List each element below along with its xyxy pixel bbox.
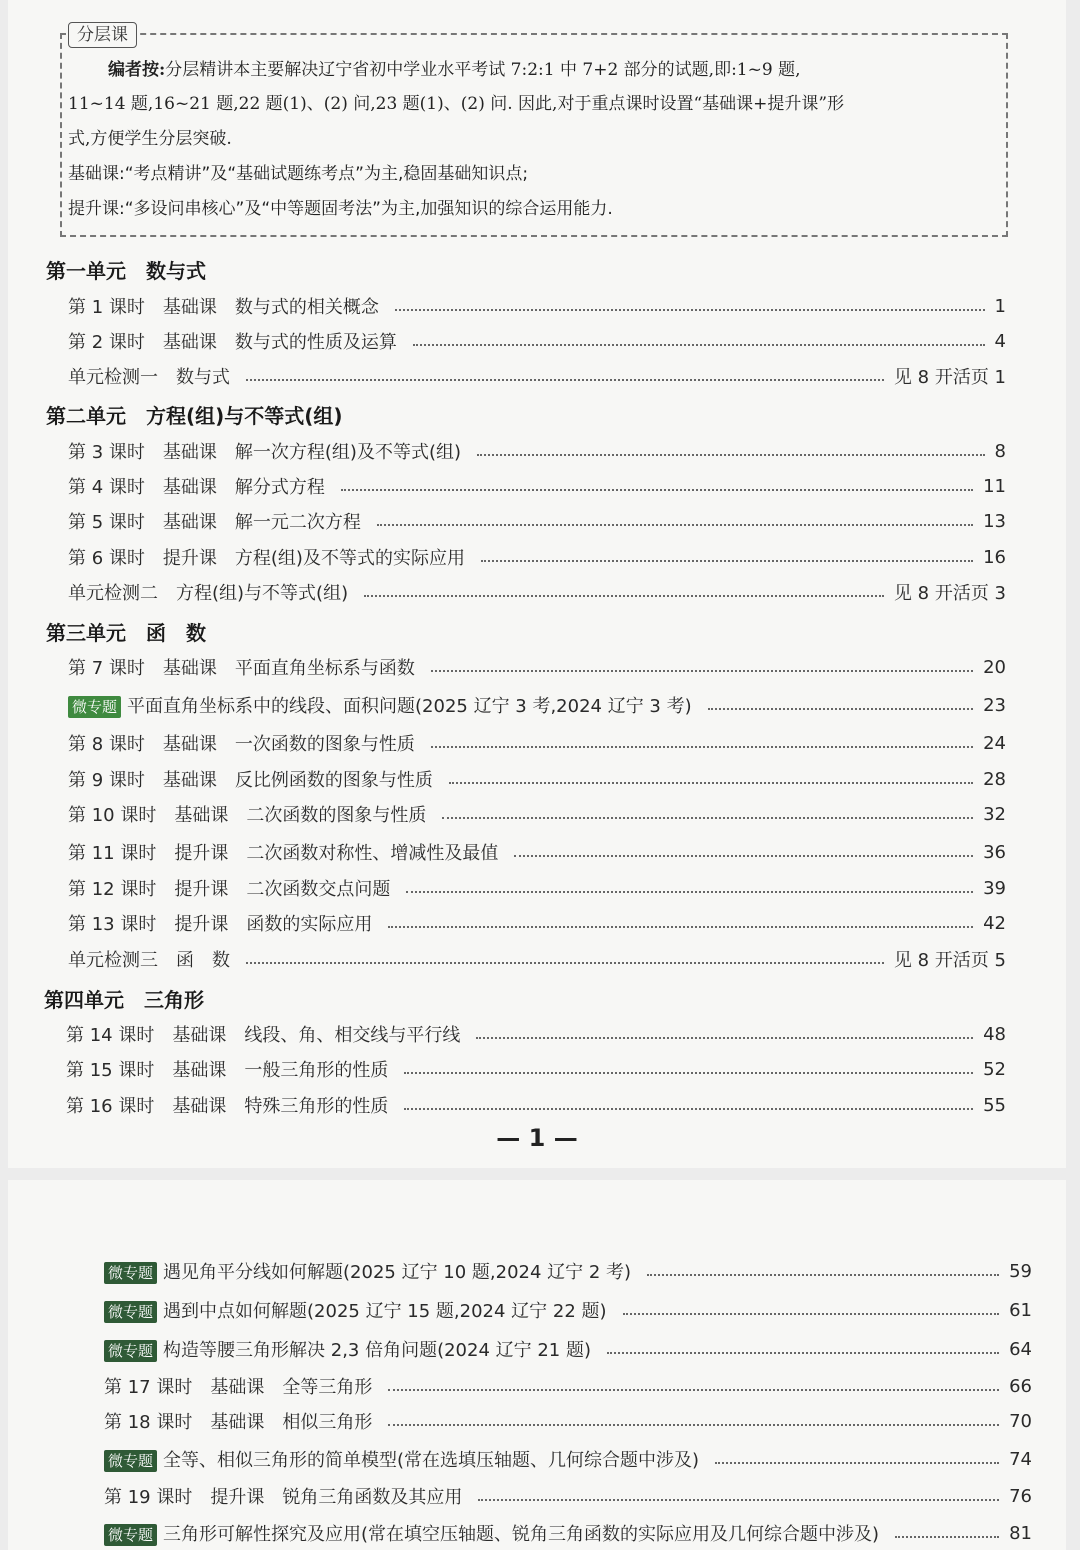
lesson-title: 二次函数交点问题 xyxy=(246,879,391,900)
lesson-number: 第 11 课时 xyxy=(68,843,157,864)
toc-entry-text xyxy=(68,544,471,570)
lesson-type: 基础课 xyxy=(172,1096,227,1117)
unit-heading-1: 第一单元 数与式 xyxy=(46,259,206,283)
toc-entry[interactable] xyxy=(68,327,1006,355)
note-line-2: 11~14 题,16~21 题,22 题(1)、(2) 问,23 题(1)、(2) 问. 因此,对于重点课时设置“基础课+提升课”形 xyxy=(68,94,845,114)
toc-entry[interactable] xyxy=(68,838,1006,866)
lesson-number: 单元检测一 xyxy=(68,367,158,388)
toc-entry-text xyxy=(68,766,439,792)
toc-entry-special-topic[interactable] xyxy=(104,1519,1032,1547)
toc-entry-text xyxy=(104,1408,378,1434)
special-topic-badge: 微专题 xyxy=(104,1262,157,1284)
toc-entry[interactable] xyxy=(68,472,1006,500)
toc-entry-text xyxy=(68,801,432,827)
dot-leader xyxy=(708,708,973,710)
lesson-number: 第 13 课时 xyxy=(68,914,157,935)
toc-entry-special-topic[interactable] xyxy=(104,1445,1032,1473)
page-reference: 8 xyxy=(994,440,1006,462)
toc-entry-text xyxy=(68,363,236,389)
dot-leader xyxy=(388,1424,999,1426)
lesson-title: 全等、相似三角形的简单模型(常在选填压轴题、几何综合题中涉及) xyxy=(163,1450,700,1471)
toc-entry-text xyxy=(104,1483,468,1509)
special-topic-badge: 微专题 xyxy=(104,1450,157,1472)
lesson-number: 第 17 课时 xyxy=(104,1377,193,1398)
page-reference: 76 xyxy=(1009,1485,1032,1507)
toc-entry-text xyxy=(68,910,378,936)
page-reference: 61 xyxy=(1009,1299,1032,1321)
toc-entry-text xyxy=(68,875,396,901)
page-reference: 32 xyxy=(983,803,1006,825)
lesson-type: 基础课 xyxy=(162,658,217,679)
lesson-title: 一般三角形的性质 xyxy=(244,1060,389,1081)
lesson-number: 第 14 课时 xyxy=(66,1025,155,1046)
dot-leader xyxy=(404,1108,973,1110)
page-reference: 42 xyxy=(983,912,1006,934)
lesson-title: 平面直角坐标系与函数 xyxy=(234,658,415,679)
toc-entry-text xyxy=(68,328,403,354)
toc-entry[interactable] xyxy=(66,1055,1006,1083)
lesson-number: 第 9 课时 xyxy=(68,770,145,791)
page-reference: 4 xyxy=(994,330,1006,352)
lesson-number: 第 2 课时 xyxy=(68,332,145,353)
toc-entry-text xyxy=(68,473,331,499)
page-reference: 11 xyxy=(983,475,1006,497)
special-topic-badge: 微专题 xyxy=(104,1301,157,1323)
lesson-title: 数与式的性质及运算 xyxy=(234,332,397,353)
toc-entry-text xyxy=(68,293,385,319)
page-reference: 28 xyxy=(983,768,1006,790)
lesson-title: 构造等腰三角形解决 2,3 倍角问题(2024 辽宁 21 题) xyxy=(163,1340,592,1361)
dot-leader xyxy=(476,1037,973,1039)
toc-entry-special-topic[interactable] xyxy=(68,691,1006,719)
lesson-title: 方程(组)及不等式的实际应用 xyxy=(234,548,465,569)
special-topic-badge: 微专题 xyxy=(68,696,121,718)
page-reference: 74 xyxy=(1009,1448,1032,1470)
special-topic-badge: 微专题 xyxy=(104,1340,157,1362)
page-reference: 见 8 开活页 3 xyxy=(893,583,1006,604)
toc-entry-text xyxy=(68,839,504,865)
lesson-type: 基础课 xyxy=(172,1025,227,1046)
lesson-number: 第 6 课时 xyxy=(68,548,145,569)
lesson-number: 第 10 课时 xyxy=(68,805,157,826)
lesson-type: 基础课 xyxy=(210,1412,265,1433)
page-reference: 48 xyxy=(983,1023,1006,1045)
toc-entry-text xyxy=(68,579,354,605)
toc-entry[interactable] xyxy=(68,765,1006,793)
toc-entry[interactable] xyxy=(68,909,1006,937)
dot-leader xyxy=(895,1536,999,1538)
toc-entry-special-topic[interactable] xyxy=(104,1257,1032,1285)
lesson-number: 单元检测三 xyxy=(68,950,158,971)
dot-leader xyxy=(406,891,973,893)
toc-entry-text xyxy=(68,946,236,972)
toc-entry-text xyxy=(104,1258,637,1284)
page-reference: 55 xyxy=(983,1094,1006,1116)
lesson-number: 第 18 课时 xyxy=(104,1412,193,1433)
note-tag: 分层课 xyxy=(68,22,137,48)
dot-leader xyxy=(395,309,985,311)
dot-leader xyxy=(481,560,973,562)
lesson-type: 基础课 xyxy=(210,1377,265,1398)
toc-entry[interactable] xyxy=(68,543,1006,571)
lesson-type: 提升课 xyxy=(174,879,229,900)
lesson-title: 解一元二次方程 xyxy=(234,512,361,533)
toc-entry[interactable] xyxy=(66,1020,1006,1048)
lesson-type: 基础课 xyxy=(162,297,217,318)
dot-leader xyxy=(431,746,973,748)
lesson-number: 第 4 课时 xyxy=(68,477,145,498)
unit-heading-3: 第三单元 函 数 xyxy=(46,621,206,645)
dot-leader xyxy=(246,962,884,964)
lesson-number: 第 5 课时 xyxy=(68,512,145,533)
lesson-type: 提升课 xyxy=(162,548,217,569)
toc-entry-text xyxy=(104,1446,705,1472)
note-line-4: 基础课:“考点精讲”及“基础试题练考点”为主,稳固基础知识点; xyxy=(68,164,529,184)
dot-leader xyxy=(442,817,973,819)
toc-entry-text xyxy=(68,692,698,718)
page-reference: 1 xyxy=(994,295,1006,317)
page-reference: 20 xyxy=(983,656,1006,678)
dot-leader xyxy=(478,1499,999,1501)
lesson-title: 遇见角平分线如何解题(2025 辽宁 10 题,2024 辽宁 2 考) xyxy=(163,1262,632,1283)
lesson-title: 反比例函数的图象与性质 xyxy=(234,770,433,791)
toc-entry[interactable] xyxy=(68,292,1006,320)
dot-leader xyxy=(623,1313,1000,1315)
toc-entry-text xyxy=(104,1520,885,1546)
lesson-title: 解一次方程(组)及不等式(组) xyxy=(234,442,461,463)
dot-leader xyxy=(388,1389,999,1391)
page-reference: 59 xyxy=(1009,1260,1032,1282)
toc-entry-text xyxy=(66,1056,394,1082)
lesson-title: 函 数 xyxy=(176,950,230,971)
toc-entry-text xyxy=(66,1092,394,1118)
lesson-title: 全等三角形 xyxy=(282,1377,373,1398)
dot-leader xyxy=(377,524,973,526)
lesson-number: 第 16 课时 xyxy=(66,1096,155,1117)
toc-entry-text xyxy=(104,1336,597,1362)
lesson-type: 基础课 xyxy=(162,512,217,533)
toc-entry-text xyxy=(68,730,421,756)
dot-leader xyxy=(341,489,973,491)
dot-leader xyxy=(364,595,884,597)
toc-entry-text xyxy=(68,438,467,464)
dot-leader xyxy=(431,670,973,672)
lesson-number: 第 1 课时 xyxy=(68,297,145,318)
toc-entry-text xyxy=(104,1373,378,1399)
lesson-number: 第 19 课时 xyxy=(104,1487,193,1508)
dot-leader xyxy=(607,1352,999,1354)
toc-entry[interactable] xyxy=(68,437,1006,465)
toc-entry-text xyxy=(104,1297,613,1323)
page-1 xyxy=(8,0,1066,1168)
toc-entry-special-topic[interactable] xyxy=(104,1296,1032,1324)
dot-leader xyxy=(413,344,985,346)
lesson-type: 基础课 xyxy=(174,805,229,826)
lesson-title: 遇到中点如何解题(2025 辽宁 15 题,2024 辽宁 22 题) xyxy=(163,1301,607,1322)
page-reference: 66 xyxy=(1009,1375,1032,1397)
page-reference: 见 8 开活页 5 xyxy=(893,950,1006,971)
page-reference: 52 xyxy=(983,1058,1006,1080)
lesson-type: 提升课 xyxy=(174,914,229,935)
note-line-3: 式,方便学生分层突破. xyxy=(68,129,232,149)
dot-leader xyxy=(647,1274,999,1276)
unit-heading-2: 第二单元 方程(组)与不等式(组) xyxy=(46,404,343,428)
special-topic-badge: 微专题 xyxy=(104,1524,157,1546)
toc-entry-special-topic[interactable] xyxy=(104,1335,1032,1363)
lesson-type: 基础课 xyxy=(162,332,217,353)
lesson-number: 第 12 课时 xyxy=(68,879,157,900)
lesson-title: 锐角三角函数及其应用 xyxy=(282,1487,463,1508)
toc-entry[interactable] xyxy=(68,507,1006,535)
lesson-title: 函数的实际应用 xyxy=(246,914,373,935)
note-text-1: 分层精讲本主要解决辽宁省初中学业水平考试 7:2:1 中 7+2 部分的试题,即:1~9 题, xyxy=(165,60,801,80)
dot-leader xyxy=(449,782,973,784)
lesson-type: 基础课 xyxy=(162,734,217,755)
toc-entry[interactable] xyxy=(68,729,1006,757)
unit-heading-4: 第四单元 三角形 xyxy=(44,988,204,1012)
lesson-number: 第 15 课时 xyxy=(66,1060,155,1081)
lesson-title: 数与式的相关概念 xyxy=(234,297,379,318)
toc-entry[interactable] xyxy=(68,653,1006,681)
page-2 xyxy=(8,1180,1066,1550)
lesson-title: 线段、角、相交线与平行线 xyxy=(244,1025,461,1046)
page-reference: 70 xyxy=(1009,1410,1032,1432)
toc-entry[interactable] xyxy=(68,800,1006,828)
page-reference: 见 8 开活页 1 xyxy=(893,367,1006,388)
lesson-number: 第 8 课时 xyxy=(68,734,145,755)
lesson-title: 平面直角坐标系中的线段、面积问题(2025 辽宁 3 考,2024 辽宁 3 考) xyxy=(127,696,692,717)
page-reference: 24 xyxy=(983,732,1006,754)
page-reference: 36 xyxy=(983,841,1006,863)
dot-leader xyxy=(404,1072,973,1074)
page-reference: 39 xyxy=(983,877,1006,899)
lesson-type: 基础课 xyxy=(162,477,217,498)
lesson-title: 数与式 xyxy=(176,367,230,388)
toc-entry[interactable] xyxy=(66,1091,1006,1119)
page-number-footer: — 1 — xyxy=(496,1124,578,1152)
toc-entry[interactable] xyxy=(68,362,1006,390)
dot-leader xyxy=(477,454,985,456)
dot-leader xyxy=(715,1462,999,1464)
note-line-5: 提升课:“多设问串核心”及“中等题固考法”为主,加强知识的综合运用能力. xyxy=(68,199,613,219)
lesson-title: 方程(组)与不等式(组) xyxy=(176,583,349,604)
lesson-title: 三角形可解性探究及应用(常在填空压轴题、锐角三角函数的实际应用及几何综合题中涉及) xyxy=(163,1524,880,1545)
toc-entry[interactable] xyxy=(104,1407,1032,1435)
lesson-title: 二次函数的图象与性质 xyxy=(246,805,427,826)
lesson-title: 一次函数的图象与性质 xyxy=(234,734,415,755)
lesson-type: 基础课 xyxy=(162,442,217,463)
page-reference: 16 xyxy=(983,546,1006,568)
toc-entry[interactable] xyxy=(68,945,1006,973)
lesson-type: 提升课 xyxy=(174,843,229,864)
toc-entry[interactable] xyxy=(68,578,1006,606)
page-reference: 23 xyxy=(983,694,1006,716)
lesson-number: 第 3 课时 xyxy=(68,442,145,463)
lesson-title: 二次函数对称性、增减性及最值 xyxy=(246,843,499,864)
page-reference: 81 xyxy=(1009,1522,1032,1544)
lesson-number: 单元检测二 xyxy=(68,583,158,604)
toc-entry-text xyxy=(68,508,367,534)
lesson-number: 第 7 课时 xyxy=(68,658,145,679)
note-label: 编者按: xyxy=(108,60,166,80)
lesson-type: 基础课 xyxy=(172,1060,227,1081)
toc-entry[interactable] xyxy=(68,874,1006,902)
toc-entry[interactable] xyxy=(104,1372,1032,1400)
lesson-title: 特殊三角形的性质 xyxy=(244,1096,389,1117)
dot-leader xyxy=(246,379,884,381)
note-line-1 xyxy=(108,58,801,82)
dot-leader xyxy=(388,926,973,928)
page-reference: 13 xyxy=(983,510,1006,532)
lesson-title: 相似三角形 xyxy=(282,1412,373,1433)
lesson-type: 提升课 xyxy=(210,1487,265,1508)
toc-entry-text xyxy=(66,1021,466,1047)
toc-entry-text xyxy=(68,654,421,680)
lesson-title: 解分式方程 xyxy=(234,477,325,498)
lesson-type: 基础课 xyxy=(162,770,217,791)
dot-leader xyxy=(514,855,973,857)
toc-entry[interactable] xyxy=(104,1482,1032,1510)
page-reference: 64 xyxy=(1009,1338,1032,1360)
